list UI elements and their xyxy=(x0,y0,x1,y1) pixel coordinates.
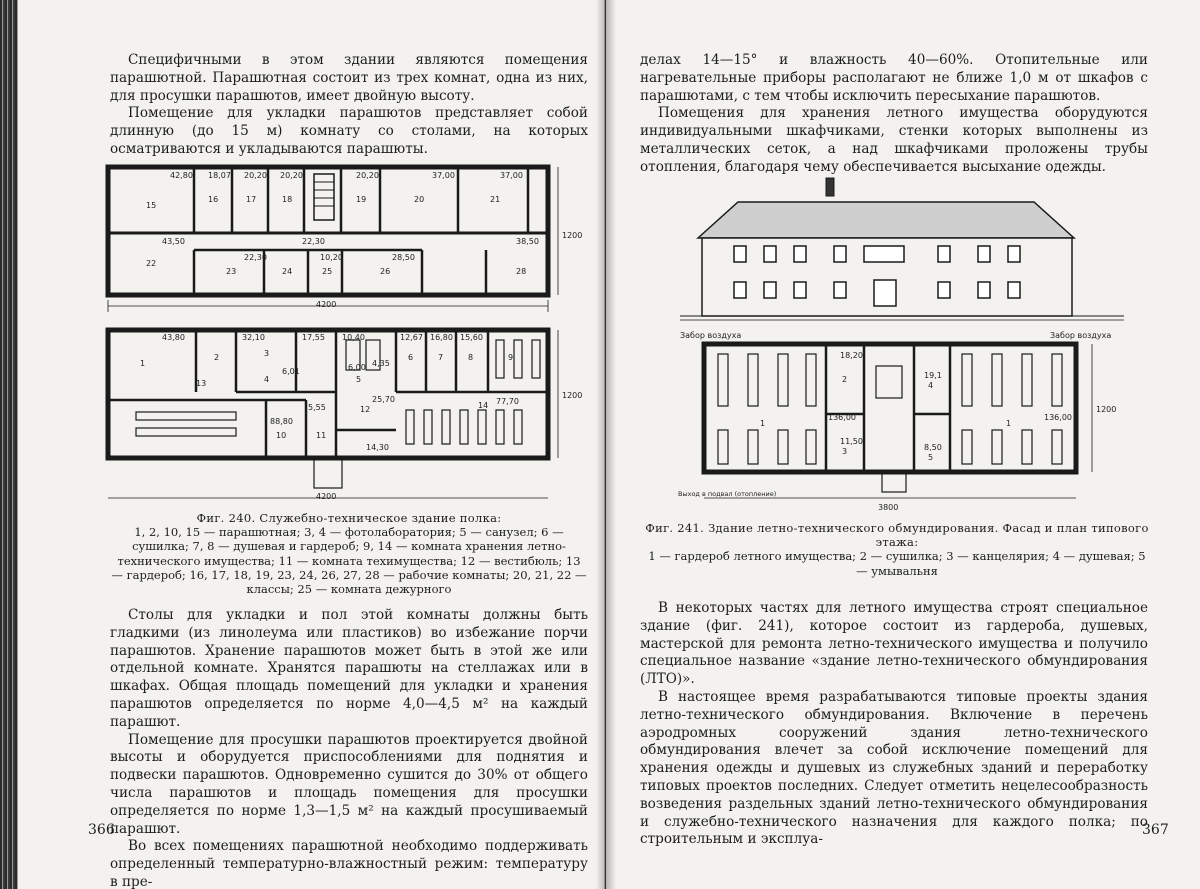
room-label: 21 xyxy=(490,195,501,204)
right-bottom-text xyxy=(640,600,1148,849)
area-label: 4,35 xyxy=(372,359,390,368)
caption-title: Фиг. 240. Служебно-техническое здание полка: xyxy=(196,511,502,525)
area-label: 6,01 xyxy=(282,367,300,376)
area-label: 43,80 xyxy=(162,333,185,342)
area-label: 38,50 xyxy=(516,237,539,246)
book-gutter-shadow xyxy=(596,0,616,889)
area-label: 136,00 xyxy=(1044,413,1072,422)
basement-exit-label: Выход в подвал (отопление) xyxy=(678,490,777,498)
area-label: 14,30 xyxy=(366,443,389,452)
area-label: 10,40 xyxy=(342,333,365,342)
figure-240-floor-plans xyxy=(96,160,592,506)
room-label: 25 xyxy=(322,267,333,276)
room-label: 4 xyxy=(264,375,270,384)
room-label: 13 xyxy=(196,379,207,388)
room-label: 19 xyxy=(356,195,367,204)
room-label: 16 xyxy=(208,195,219,204)
right-top-text xyxy=(640,52,1148,177)
area-label: 22,30 xyxy=(302,237,325,246)
area-label: 22,30 xyxy=(244,253,267,262)
page-number: 367 xyxy=(1142,822,1169,838)
area-label: 15,60 xyxy=(460,333,483,342)
room-label: 1 xyxy=(1006,419,1012,428)
room-label: 1 xyxy=(140,359,146,368)
area-label: 88,80 xyxy=(270,417,293,426)
room-label: 22 xyxy=(146,259,157,268)
air-intake-label: Забор воздуха xyxy=(1050,331,1112,340)
room-label: 23 xyxy=(226,267,237,276)
room-label: 8 xyxy=(468,353,474,362)
area-label: 10,20 xyxy=(320,253,343,262)
area-label: 37,00 xyxy=(432,171,455,180)
paragraph: Помещение для укладки парашютов представляет собой длинную (до 15 м) комнату со столами, на которых осматриваются и укладываются парашюты. xyxy=(110,105,588,157)
paragraph: Специфичными в этом здании являются помещения парашютной. Парашютная состоит из трех комнат, одна из них, для просушки парашютов, имеет двойную высоту. xyxy=(110,52,588,104)
room-label: 2 xyxy=(214,353,220,362)
area-label: 37,00 xyxy=(500,171,523,180)
room-label: 26 xyxy=(380,267,391,276)
area-label: 25,70 xyxy=(372,395,395,404)
room-label: 2 xyxy=(842,375,848,384)
paragraph: В некоторых частях для летного имущества строят специальное здание (фиг. 241), которое состоит из гардероба, душевых, мастерской для ремонта летно-технического имущества и получило специальное название «здание летно-технического обмундирования (ЛТО)». xyxy=(640,600,1148,688)
area-label: 5,55 xyxy=(308,403,326,412)
area-label: 18,07 xyxy=(208,171,231,180)
room-label: 17 xyxy=(246,195,257,204)
caption-title: Фиг. 241. Здание летно-технического обмундирования. Фасад и план типового этажа: xyxy=(645,521,1149,550)
area-label: 18,20 xyxy=(840,351,863,360)
room-label: 18 xyxy=(282,195,293,204)
right-page xyxy=(606,0,1200,889)
paragraph: Во всех помещениях парашютной необходимо поддерживать определенный температурно-влажностный режим: температуру в пре- xyxy=(110,838,588,889)
room-label: 28 xyxy=(516,267,527,276)
air-intake-label: Забор воздуха xyxy=(680,331,742,340)
room-label: 11 xyxy=(316,431,327,440)
dimension-length: 4200 xyxy=(316,300,337,309)
left-top-text xyxy=(110,52,588,159)
paragraph-continuation: делах 14—15° и влажность 40—60%. Отопительные или нагревательные приборы располагают не ближе 1,0 м от шкафов с парашютами, с тем чтобы исключить пересыхание парашютов. xyxy=(640,52,1148,104)
room-label: 6 xyxy=(408,353,414,362)
figure-241-facade-and-plan xyxy=(678,176,1128,516)
area-label: 12,67 xyxy=(400,333,423,342)
dimension-length: 4200 xyxy=(316,492,337,501)
area-label: 43,50 xyxy=(162,237,185,246)
area-label: 32,10 xyxy=(242,333,265,342)
area-label: 20,20 xyxy=(244,171,267,180)
paragraph: В настоящее время разрабатываются типовые проекты здания летно-технического обмундирования. Включение в перечень аэродромных сооружений здания летно-технического обмундирования влечет за собой исключение помещений для хранения одежды и душевых из служебных зданий и переработку типовых проектов последних. Следует отметить нецелесообразность возведения раздельных зданий летно-технического обмундирования и служебно-технического назначения для каждого полка; по строительным и эксплуа- xyxy=(640,688,1148,848)
room-label: 3 xyxy=(842,447,848,456)
paragraph: Помещение для просушки парашютов проектируется двойной высоты и оборудуется приспособлениями для поднятия и подвески парашютов. Одновременно сушится до 30% от общего числа парашютов и площадь помещения для просушки определяется по норме 1,3—1,5 м² на каждый просушиваемый парашют. xyxy=(110,731,588,837)
dimension-length: 3800 xyxy=(878,503,899,512)
area-label: 28,50 xyxy=(392,253,415,262)
room-label: 9 xyxy=(508,353,514,362)
room-label: 20 xyxy=(414,195,425,204)
dimension-width: 1200 xyxy=(1096,405,1117,414)
area-label: 6,00 xyxy=(348,363,366,372)
dimension-width: 1200 xyxy=(562,231,583,240)
room-label: 4 xyxy=(928,381,934,390)
area-label: 11,50 xyxy=(840,437,863,446)
room-label: 5 xyxy=(928,453,934,462)
page-number: 366 xyxy=(88,822,115,838)
page-stack-edge xyxy=(0,0,18,889)
paragraph: Помещения для хранения летного имущества оборудуются индивидуальными шкафчиками, стенки которых выполнены из металлических сеток, а над шкафчиками проложены трубы отопления, благодаря чему обеспечивается высыхание одежды. xyxy=(640,105,1148,175)
room-label: 24 xyxy=(282,267,293,276)
room-label: 10 xyxy=(276,431,287,440)
left-bottom-text xyxy=(110,607,588,889)
room-label: 7 xyxy=(438,353,444,362)
figure-241-caption xyxy=(642,521,1152,578)
area-label: 77,70 xyxy=(496,397,519,406)
area-label: 20,20 xyxy=(280,171,303,180)
paragraph: Столы для укладки и пол этой комнаты должны быть гладкими (из линолеума или пластиков) во избежание порчи парашютов. Хранение парашютов может быть в этой же или отдельной комнате. Хранятся парашюты на стеллажах или в шкафах. Общая площадь помещений для укладки и хранения парашютов определяется по норме 4,0—4,5 м² на каждый парашют. xyxy=(110,607,588,730)
figure-240-caption xyxy=(110,511,588,596)
room-label: 5 xyxy=(356,375,362,384)
room-label: 3 xyxy=(264,349,270,358)
room-label: 14 xyxy=(478,401,489,410)
area-label: 136,00 xyxy=(828,413,856,422)
area-label: 19,1 xyxy=(924,371,942,380)
caption-legend: 1 — гардероб летного имущества; 2 — сушилка; 3 — канцелярия; 4 — душевая; 5 — умывальня xyxy=(648,549,1146,578)
caption-legend: 1, 2, 10, 15 — парашютная; 3, 4 — фотолаборатория; 5 — санузел; 6 — сушилка; 7, 8 — душевая и гардероб; 9, 14 — комната хранения летно-технического имущества; 11 — комната техимущества; 12 — вестибюль; 13 — гардероб; 16, 17, 18, 19, 23, 24, 26, 27, 28 — рабочие комнаты; 20, 21, 22 — классы; 25 — комната дежурного xyxy=(111,525,587,597)
room-label: 15 xyxy=(146,201,157,210)
area-label: 8,50 xyxy=(924,443,942,452)
area-label: 20,20 xyxy=(356,171,379,180)
room-label: 12 xyxy=(360,405,371,414)
area-label: 42,80 xyxy=(170,171,193,180)
dimension-width: 1200 xyxy=(562,391,583,400)
area-label: 16,80 xyxy=(430,333,453,342)
left-page xyxy=(18,0,605,889)
area-label: 17,55 xyxy=(302,333,325,342)
room-label: 1 xyxy=(760,419,766,428)
